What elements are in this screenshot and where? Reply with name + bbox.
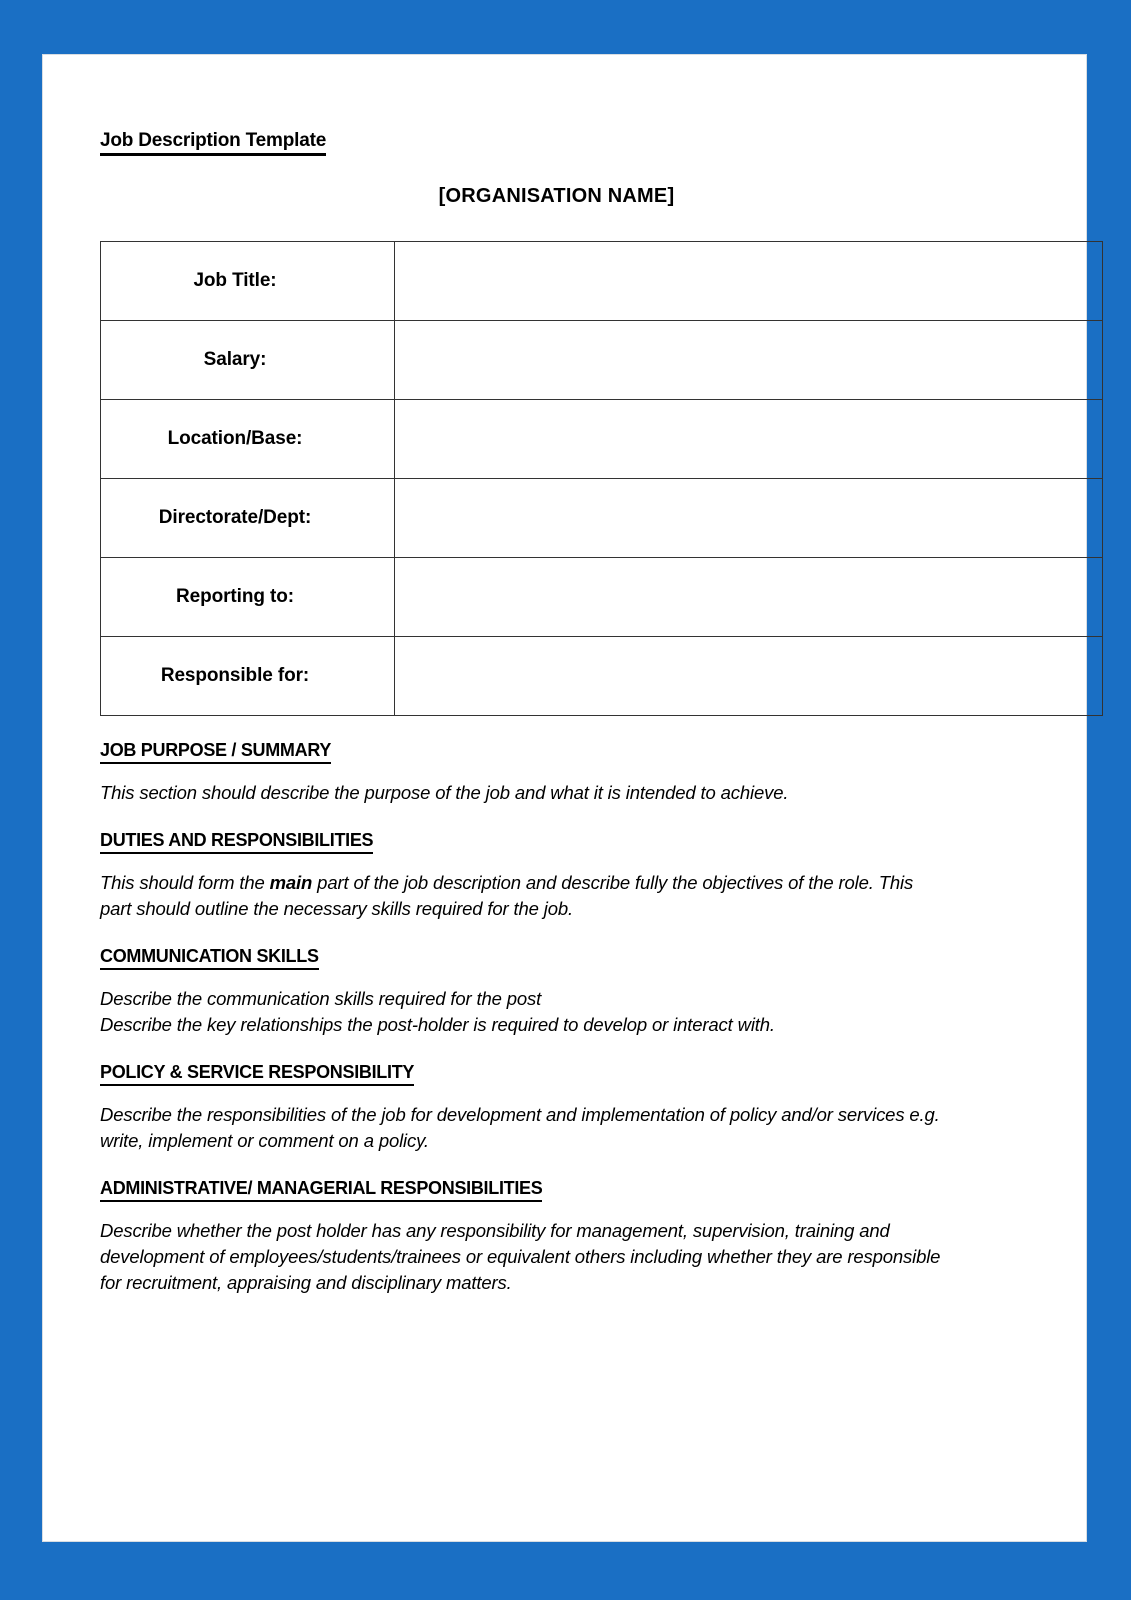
section-body-policy-service-responsibility: Describe the responsibilities of the job for development and implementation of policy and/or services e.g. write, implement or comment on a policy. (100, 1104, 940, 1151)
table-row (101, 242, 1103, 321)
organisation-name-row (100, 185, 1053, 208)
field-value-reporting-to[interactable] (395, 558, 1103, 637)
section-heading-row (100, 1178, 1053, 1202)
field-value-responsible-for[interactable] (395, 637, 1103, 716)
section-heading-row (100, 740, 1053, 764)
section-heading-row (100, 830, 1053, 854)
table-row (101, 558, 1103, 637)
section-administrative-managerial-responsibilities (100, 1178, 1053, 1296)
field-label-job-title: Job Title: (101, 242, 395, 321)
field-value-directorate-dept[interactable] (395, 479, 1103, 558)
section-heading-duties-responsibilities: DUTIES AND RESPONSIBILITIES (100, 830, 373, 854)
field-label-responsible-for: Responsible for: (101, 637, 395, 716)
section-heading-row (100, 1062, 1053, 1086)
section-heading-job-purpose: JOB PURPOSE / SUMMARY (100, 740, 331, 764)
table-row (101, 400, 1103, 479)
table-row (101, 479, 1103, 558)
document-content (100, 130, 1053, 1296)
page-title: Job Description Template (100, 130, 326, 156)
field-label-reporting-to: Reporting to: (101, 558, 395, 637)
job-details-table (100, 241, 1103, 716)
section-heading-row (100, 946, 1053, 970)
section-heading-communication-skills: COMMUNICATION SKILLS (100, 946, 319, 970)
communication-line-1: Describe the communication skills required for the post (100, 988, 542, 1009)
document-page (43, 55, 1086, 1541)
section-duties-responsibilities (100, 830, 1053, 922)
communication-line-2: Describe the key relationships the post-holder is required to develop or interact with. (100, 1014, 775, 1035)
section-body-duties-responsibilities (100, 870, 945, 922)
section-body-communication-skills (100, 986, 1000, 1038)
section-body-administrative-managerial-responsibilities: Describe whether the post holder has any responsibility for management, supervision, training and development of employees/students/trainees or equivalent others including whether they are responsible for recruitment, appraising and disciplinary matters. (100, 1220, 941, 1293)
field-value-salary[interactable] (395, 321, 1103, 400)
duties-text-before-emphasis: This should form the (100, 872, 270, 893)
field-label-salary: Salary: (101, 321, 395, 400)
organisation-name: [ORGANISATION NAME] (438, 185, 675, 207)
section-communication-skills (100, 946, 1053, 1038)
section-body-job-purpose: This section should describe the purpose of the job and what it is intended to achieve. (100, 782, 789, 803)
field-value-job-title[interactable] (395, 242, 1103, 321)
section-heading-policy-service-responsibility: POLICY & SERVICE RESPONSIBILITY (100, 1062, 414, 1086)
table-row (101, 637, 1103, 716)
section-job-purpose (100, 740, 1053, 806)
field-label-location-base: Location/Base: (101, 400, 395, 479)
document-title-row (100, 130, 1053, 156)
field-label-directorate-dept: Directorate/Dept: (101, 479, 395, 558)
section-policy-service-responsibility (100, 1062, 1053, 1154)
duties-emphasis-word: main (269, 872, 313, 893)
field-value-location-base[interactable] (395, 400, 1103, 479)
duties-text-after-emphasis: part of the job description and describe fully the objectives of the role. This part should outline the necessary skills required for the job. (100, 872, 914, 919)
table-row (101, 321, 1103, 400)
section-heading-administrative-managerial-responsibilities: ADMINISTRATIVE/ MANAGERIAL RESPONSIBILITIES (100, 1178, 542, 1202)
